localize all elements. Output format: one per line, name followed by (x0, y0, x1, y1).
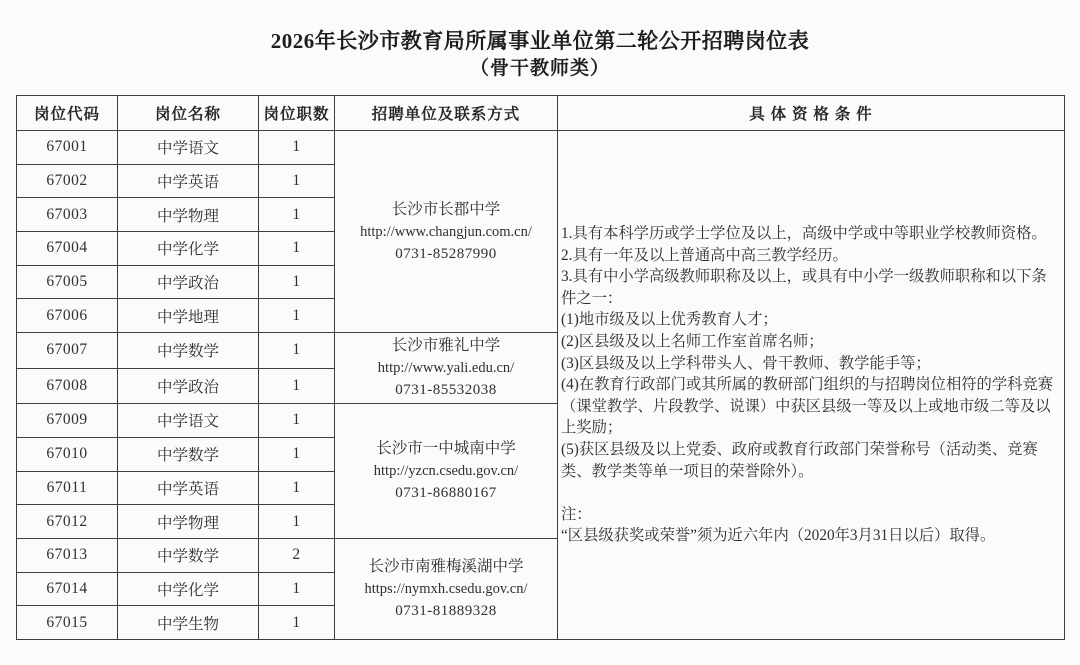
recruiting-unit-cell (335, 538, 558, 639)
table-body (17, 131, 1065, 640)
job-positions-table (16, 95, 1065, 640)
position-code-cell: 67001 (17, 131, 118, 165)
recruiting-unit-cell (335, 404, 558, 539)
qualification-line: (1)地市级及以上优秀教育人才； (561, 311, 778, 329)
column-header-1: 岗位名称 (118, 96, 259, 131)
header-row (17, 96, 1065, 131)
position-count-cell: 1 (259, 368, 335, 404)
position-code-cell: 67010 (17, 437, 118, 471)
school-website: http://www.changjun.com.cn/ (360, 223, 532, 240)
position-code-cell: 67014 (17, 572, 118, 606)
position-code-cell: 67007 (17, 333, 118, 369)
position-name-cell: 中学政治 (118, 265, 259, 299)
recruiting-unit-cell (335, 333, 558, 404)
qualifications-cell (558, 131, 1065, 640)
position-count-cell: 1 (259, 505, 335, 539)
position-code-cell: 67005 (17, 265, 118, 299)
position-code-cell: 67011 (17, 471, 118, 505)
page-title (16, 28, 1064, 81)
position-name-cell: 中学数学 (118, 437, 259, 471)
position-code-cell: 67009 (17, 404, 118, 438)
qualification-line: (5)获区县级及以上党委、政府或教育行政部门荣誉称号（活动类、竞赛类、教学类等单一项目的荣誉除外）。 (561, 440, 1038, 480)
column-header-2: 岗位职数 (259, 96, 335, 131)
school-name: 长沙市雅礼中学 (391, 337, 501, 355)
position-code-cell: 67002 (17, 164, 118, 198)
school-name: 长沙市长郡中学 (391, 200, 501, 218)
school-phone: 0731-86880167 (395, 485, 497, 501)
position-count-cell: 1 (259, 437, 335, 471)
position-count-cell: 1 (259, 333, 335, 369)
position-code-cell: 67012 (17, 505, 118, 539)
page-title-line-2: （骨干教师类） (469, 58, 610, 79)
school-website: https://nymxh.csedu.gov.cn/ (364, 580, 528, 597)
qualification-line (561, 482, 1054, 504)
position-name-cell: 中学政治 (118, 368, 259, 404)
position-count-cell: 1 (259, 572, 335, 606)
position-count-cell: 1 (259, 265, 335, 299)
position-name-cell: 中学英语 (118, 164, 259, 198)
school-name: 长沙市一中城南中学 (376, 440, 516, 457)
position-name-cell: 中学物理 (118, 505, 259, 539)
school-phone: 0731-85532038 (395, 382, 497, 399)
table-header (17, 96, 1065, 131)
table-row (17, 131, 1065, 165)
position-name-cell: 中学化学 (118, 232, 259, 266)
position-count-cell: 1 (259, 232, 335, 266)
position-count-cell: 1 (259, 164, 335, 198)
qualification-line: 3.具有中小学高级教师职称及以上，或具有中小学一级教师职称和以下条件之一： (561, 268, 1047, 307)
column-header-4: 具 体 资 格 条 件 (558, 96, 1065, 131)
page-title-line-1: 2026年长沙市教育局所属事业单位第二轮公开招聘岗位表 (270, 29, 810, 53)
qualification-line: 2.具有一年及以上普通高中高三教学经历。 (561, 246, 848, 264)
position-name-cell: 中学地理 (118, 299, 259, 333)
position-name-cell: 中学数学 (118, 538, 259, 572)
position-code-cell: 67003 (17, 198, 118, 232)
position-code-cell: 67008 (17, 368, 118, 404)
position-name-cell: 中学数学 (118, 333, 259, 369)
school-website: http://www.yali.edu.cn/ (377, 360, 515, 377)
qualification-line: 1.具有本科学历或学士学位及以上，高级中学或中等职业学校教师资格。 (561, 225, 1047, 243)
school-website: http://yzcn.csedu.gov.cn/ (373, 463, 519, 479)
position-code-cell: 67015 (17, 606, 118, 640)
qualification-line: (3)区县级及以上学科带头人、骨干教师、教学能手等； (561, 354, 931, 372)
position-name-cell: 中学英语 (118, 471, 259, 505)
position-name-cell: 中学生物 (118, 606, 259, 640)
position-count-cell: 1 (259, 404, 335, 438)
position-count-cell: 1 (259, 606, 335, 640)
position-name-cell: 中学化学 (118, 572, 259, 606)
position-code-cell: 67013 (17, 538, 118, 572)
position-name-cell: 中学物理 (118, 198, 259, 232)
position-count-cell: 1 (259, 299, 335, 333)
position-code-cell: 67006 (17, 299, 118, 333)
qualification-line: 注： (561, 505, 592, 523)
qualification-line: “区县级获奖或荣誉”须为近六年内（2020年3月31日以后）取得。 (561, 527, 996, 545)
position-count-cell: 1 (259, 131, 335, 165)
school-phone: 0731-81889328 (395, 602, 497, 619)
position-count-cell: 1 (259, 471, 335, 505)
position-name-cell: 中学语文 (118, 131, 259, 165)
position-count-cell: 2 (259, 538, 335, 572)
school-name: 长沙市南雅梅溪湖中学 (368, 557, 524, 575)
position-count-cell: 1 (259, 198, 335, 232)
qualification-line: (4)在教育行政部门或其所属的教研部门组织的与招聘岗位相符的学科竞赛（课堂教学、片段教学、说课）中获区县级一等及以上或地市级二等及以上奖励； (561, 376, 1054, 437)
position-name-cell: 中学语文 (118, 404, 259, 438)
recruiting-unit-cell (335, 131, 558, 333)
column-header-0: 岗位代码 (17, 96, 118, 131)
school-phone: 0731-85287990 (395, 245, 497, 262)
column-header-3: 招聘单位及联系方式 (335, 96, 558, 131)
qualification-line: (2)区县级及以上名师工作室首席名师； (561, 332, 824, 350)
position-code-cell: 67004 (17, 232, 118, 266)
